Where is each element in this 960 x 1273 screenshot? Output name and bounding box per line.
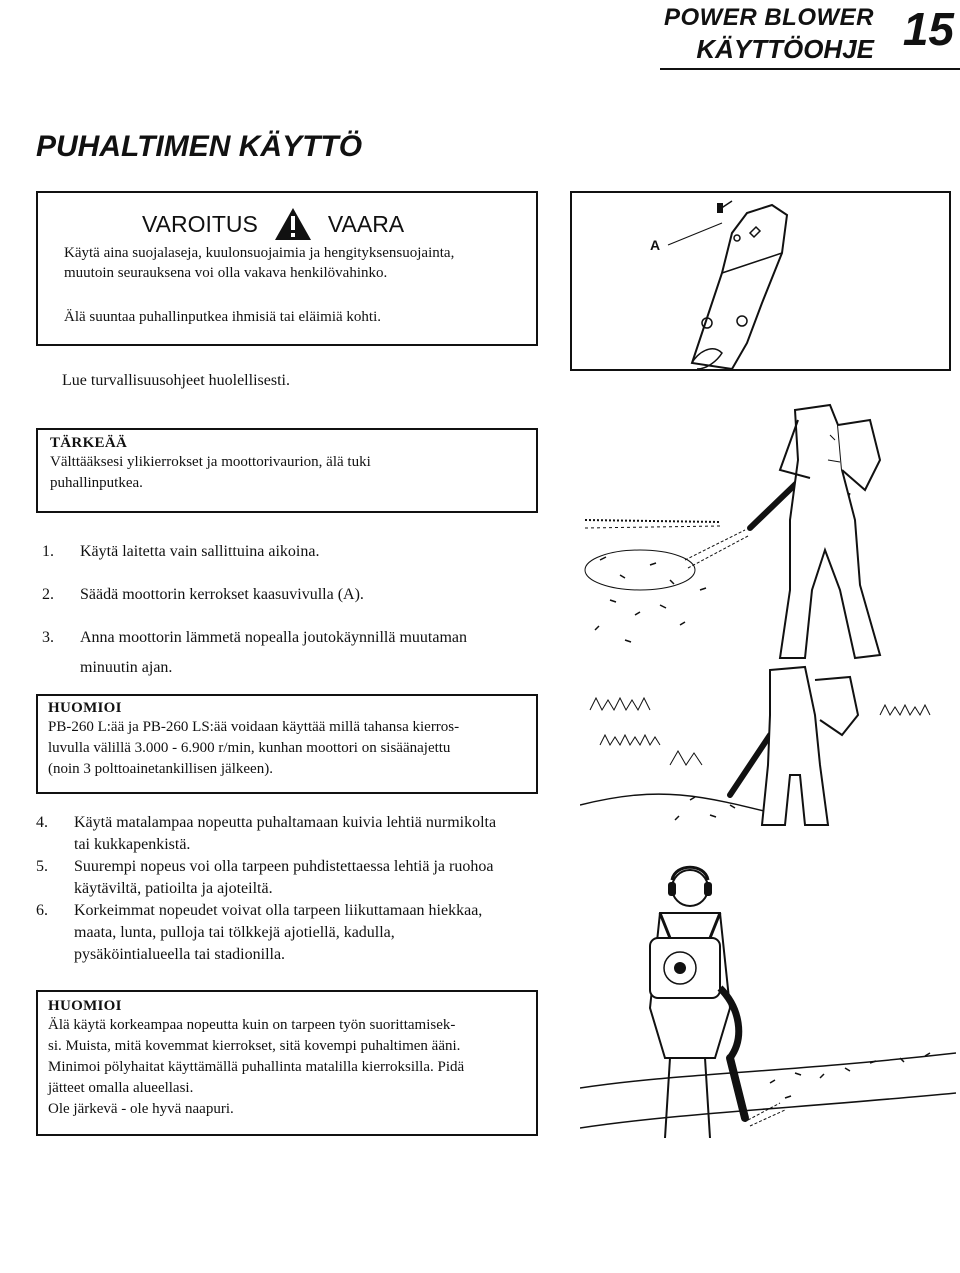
list-item-text: Käytä laitetta vain sallittuina aikoina. (80, 543, 320, 560)
list-item-text: tai kukkapenkistä. (74, 836, 191, 853)
list-item-continuation: minuutin ajan. (80, 659, 173, 676)
warning-line: muutoin seurauksena voi olla vakava henkilövahinko. (64, 265, 388, 281)
list-item (42, 541, 319, 563)
page-number: 15 (902, 3, 954, 55)
list-item-text: maata, lunta, pulloja tai tölkkejä ajotiellä, kadulla, (74, 924, 395, 941)
list-item-text: Suurempi nopeus voi olla tarpeen puhdistettaessa lehtiä ja ruohoa (74, 858, 494, 875)
note-box (36, 990, 538, 1136)
warning-box (36, 191, 538, 346)
note-line: luvulla välillä 3.000 - 6.900 r/min, kunhan moottori on sisäänajettu (48, 740, 451, 756)
list-item-text: Säädä moottorin kerrokset kaasuvivulla (A). (80, 586, 364, 603)
note-line: PB-260 L:ää ja PB-260 LS:ää voidaan käyttää millä tahansa kierros- (48, 719, 460, 735)
note-box (36, 694, 538, 794)
note-line: Älä käytä korkeampaa nopeutta kuin on tarpeen työn suorittamisek- (48, 1017, 456, 1033)
header-rule (660, 68, 960, 70)
list-item-text: pysäköintialueella tai stadionilla. (74, 946, 286, 963)
blowing-leaves-lawn-illustration (580, 400, 956, 665)
danger-label: VAARA (327, 210, 405, 237)
list-item-text: Anna moottorin lämmetä nopealla joutokäynnillä muutaman (80, 629, 468, 646)
throttle-label: A (650, 237, 661, 253)
important-line: Välttääksesi ylikierrokset ja moottorivaurion, älä tuki (50, 454, 371, 470)
warning-header (142, 207, 510, 241)
note-heading: HUOMIOI (48, 700, 122, 716)
note-line: Minimoi pölyhaitat käyttämällä puhallinta matalilla kierroksilla. Pidä (48, 1059, 465, 1075)
warning-line: Käytä aina suojalaseja, kuulonsuojaimia ja hengityksensuojainta, (64, 245, 455, 261)
blowing-road-illustration (580, 858, 956, 1148)
list-item-number: 5. (36, 858, 48, 875)
note-heading: HUOMIOI (48, 998, 122, 1014)
note-line: si. Muista, mitä kovemmat kierrokset, sitä kovempi puhaltimen ääni. (48, 1038, 461, 1054)
warning-label: VAROITUS (142, 210, 258, 237)
note-line: Ole järkevä - ole hyvä naapuri. (48, 1101, 234, 1117)
important-box (36, 428, 538, 513)
header-manual-title: KÄYTTÖOHJE (696, 34, 874, 64)
header-product-name: POWER BLOWER (664, 4, 874, 31)
list-item-number: 6. (36, 902, 48, 919)
blowing-walkway-illustration (580, 665, 956, 830)
important-heading: TÄRKEÄÄ (50, 435, 128, 451)
read-instructions-text: Lue turvallisuusohjeet huolellisesti. (62, 372, 290, 389)
warning-triangle-icon (274, 207, 312, 241)
throttle-handle-illustration (570, 191, 951, 371)
list-item-number: 3. (42, 629, 54, 646)
list-item-text: Korkeimmat nopeudet voivat olla tarpeen liikuttamaan hiekkaa, (74, 902, 483, 919)
list-item-number: 4. (36, 814, 48, 831)
list-item (42, 627, 467, 649)
list-item (42, 584, 364, 606)
list-item-number: 2. (42, 586, 54, 603)
section-title: PUHALTIMEN KÄYTTÖ (36, 130, 363, 163)
note-line: jätteet omalla alueellasi. (48, 1080, 194, 1096)
list-item-text: Käytä matalampaa nopeutta puhaltamaan kuivia lehtiä nurmikolta (74, 814, 497, 831)
note-line: (noin 3 polttoainetankillisen jälkeen). (48, 761, 273, 777)
warning-line: Älä suuntaa puhallinputkea ihmisiä tai eläimiä kohti. (64, 309, 382, 325)
list-item-number: 1. (42, 543, 54, 560)
important-line: puhallinputkea. (50, 475, 143, 491)
list-item-text: käytäviltä, patioilta ja ajoteiltä. (74, 880, 273, 897)
list-item (36, 812, 556, 966)
